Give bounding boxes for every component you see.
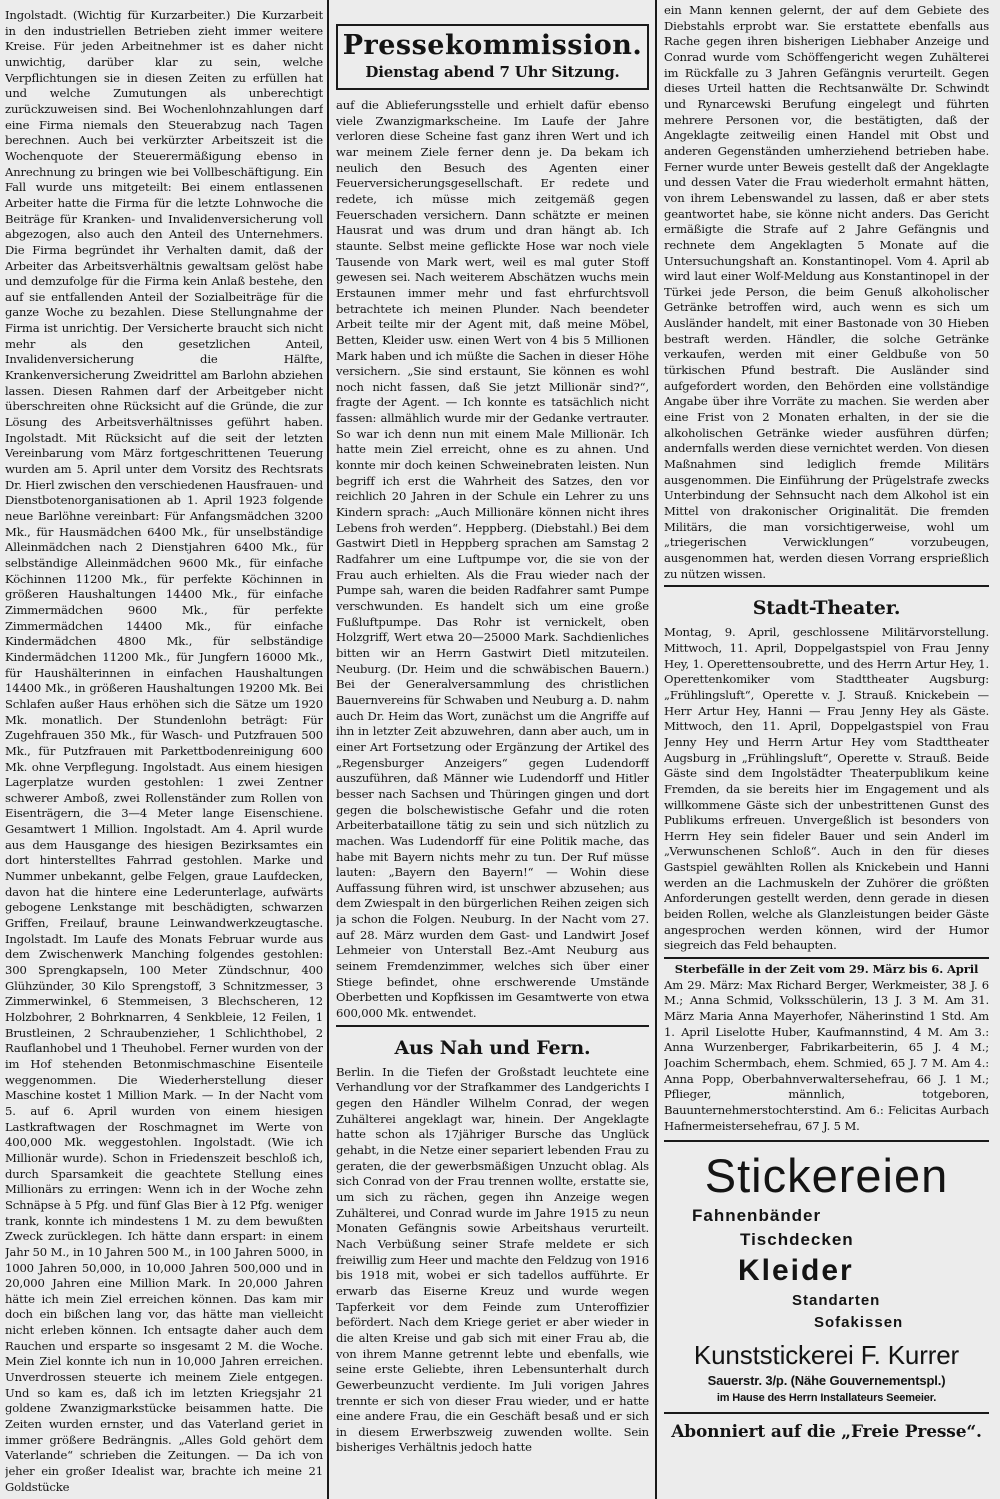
stickereien-advertisement bbox=[664, 1140, 989, 1444]
theater-divider bbox=[664, 585, 989, 587]
column-2 bbox=[336, 8, 649, 1499]
theater-title: Stadt-Theater. bbox=[752, 597, 901, 620]
ad-house-note: im Hause des Herrn Installateurs Seemeier. bbox=[716, 1392, 937, 1405]
column-1 bbox=[5, 8, 323, 1499]
pressekommission-notice bbox=[336, 24, 649, 90]
ad-line-3: Kleider bbox=[738, 1254, 854, 1288]
theater-text: Montag, 9. April, geschlossene Militärvorstellung. Mittwoch, 11. April, Doppelgastspiel von Frau Jenny Hey, 1. Operettensoubrette, und des Herrn Artur Hey, 1. Operettenkomiker vom Stadttheater Augsburg: „Frühlingsluft“, Operette v. J. Strauß. Knickebein — Herr Artur Hey, Hanni — Frau Jenny Hey als Gäste. Mittwoch, den 11. April, Doppelgastspiel von Frau Jenny Hey und Herrn Artur Hey vom Stadttheater Augsburg in „Frühlingsluft“, Operette v. Strauß. Beide Gäste sind dem Ingolstädter Theaterpublikum keine Fremden, da sie bereits hier im Engagement und als willkommene Gäste sich der unbestrittenen Gunst des Publikums erfreuen. Unvergeßlich ist besonders von Herrn Hey sein fideler Bauer und sein Anderl im „Verwunschenen Schloß“. Auch in den für dieses Gastspiel gewählten Rollen als Knickebein und Hanni werden an die Lachmuskeln der Zuhörer die größten Anforderungen gestellt werden, denn gerade in diesen beiden Rollen, welche als Glanzleistungen beider Gäste angesprochen werden können, wird der Humor siegreich das Feld behaupten. bbox=[664, 625, 989, 953]
subscribe-notice: Abonniert auf die „Freie Presse“. bbox=[664, 1412, 989, 1444]
column-rule-right bbox=[655, 0, 657, 1499]
ad-line-5: Sofakissen bbox=[814, 1314, 904, 1332]
column-3 bbox=[664, 3, 989, 1499]
ad-firm-name: Kunststickerei F. Kurrer bbox=[693, 1340, 960, 1371]
ad-line-1: Fahnenbänder bbox=[692, 1206, 822, 1226]
section-title-aus-nah-und-fern: Aus Nah und Fern. bbox=[394, 1036, 591, 1059]
sterbe-title: Sterbefälle in der Zeit vom 29. März bis 6. April bbox=[674, 962, 979, 977]
sterbe-text: Am 29. März: Max Richard Berger, Werkmeister, 38 J. 6 M.; Anna Schmid, Volksschülerin, 13 J. 3 M. Am 31. März Maria Anna Mayerhofer, Näherinstind 1 Std. Am 1. April Liselotte Huber, Kaufmannstind, 4 M. Am 3.: Anna Wurzenberger, Fabrikarbeiterin, 65 J. 4 M.; Joachim Schermbach, ehem. Schmied, 65 J. 7 M. Am 4.: Anna Popp, Oberbahnverwaltersehefrau, 66 J. 1 M.; Pflieger, männlich, totgeboren, Bauunternehmerstochterstind. Am 6.: Felicitas Aurbach Hafnermeistersehefrau, 67 J. 5 M. bbox=[664, 977, 989, 1133]
column-3-text-a: ein Mann kennen gelernt, der auf dem Gebiete des Diebstahls erprobt war. Sie erstattete ebenfalls aus Rache gegen ihren bisherigen Liebhaber Anzeige und Conrad wurde vom Schöffengericht wegen Zuhälterei im Rückfalle zu 3 Jahren Gefängnis verurteilt. Gegen dieses Urteil hatten die Rechtsanwälte Dr. Schwindt und Rynarcewski Berufung eingelegt und führten mehrere Personen vor, die bestätigten, daß der Angeklagte zeitweilig einen Handel mit Obst und anderen Gegenständen umherziehend betrieben habe. Ferner wurde unter Beweis gestellt daß der Angeklagte und dessen Vater die Frau wiederholt ermahnt hätten, von ihrem Lebenswandel zu lassen, daß er aber stets geantwortet habe, sie könne nicht anders. Das Gericht ermäßigte die Strafe auf 2 Jahre Gefängnis und rechnete dem Angeklagten 5 Monate auf die Untersuchungshaft an. Konstantinopel. Vom 4. April ab wird laut einer Wolf-Meldung aus Konstantinopel in der Türkei jede Person, die beim Genuß alkoholischer Getränke betroffen wird, auch wenn es sich um Ausländer handelt, mit einer Bastonade von 30 Hieben bestraft werden. Händler, die solche Getränke verkaufen, werden mit einer Geldbuße von 50 türkischen Pfund bestraft. Die Ausländer sind aufgefordert worden, den Behörden eine vollständige Angabe über ihre Vorräte zu machen. Sie werden aber eine Frist von 2 Monaten erhalten, in der sie die alkoholischen Getränke wieder ausführen dürfen; andernfalls werden diese vernichtet werden. Von diesen Maßnahmen sind lediglich fremde Militärs ausgenommen. Die Einführung der Prügelstrafe zwecks Unterbindung der Sehnsucht nach dem Alkohol ist ein Mittel von drakonischer Originalität. Die fremden Militärs, die man vorsichtigerweise, wohl um „triegerischen Verwicklungen“ vorzubeugen, ausgenommen hat, werden diesen Vorrang ersprießlich zu nützen wissen. bbox=[664, 3, 989, 581]
section-divider bbox=[336, 1025, 649, 1027]
sterbe-divider bbox=[664, 957, 989, 959]
notice-title: Pressekommission. bbox=[342, 30, 643, 61]
notice-subtitle: Dienstag abend 7 Uhr Sitzung. bbox=[365, 63, 620, 81]
column-2-text-a: auf die Ablieferungsstelle und erhielt dafür ebenso viele Zwanzigmarkscheine. Im Laufe der Jahre verloren diese Scheine fast ganz ihren Wert und ich war meinem Ziele ferner denn je. Da bekam ich neulich den Besuch des Agenten einer Feuerversicherungsgesellschaft. Er redete und redete, ich müsse mich zeitgemäß gegen Feuerschaden versichern. Dann schätzte er meinen Hausrat und was drum und dran hängt ab. Ich staunte. Selbst meine geflickte Hose war noch viele Tausende von Mark wert, weil es mal guter Stoff gewesen sei. Nach weiterem Abschätzen wuchs mein Erstaunen immer mehr und fast ehrfurchtsvoll betrachtete ich meinen Plunder. Nach beendeter Arbeit teilte mir der Agent mit, daß meine Möbel, Betten, Kleider usw. einen Wert von 4 bis 5 Millionen Mark haben und ich müßte die Sachen in dieser Höhe versichern. „Sie sind erstaunt, Sie können es wohl noch nicht fassen, daß Sie jetzt Millionär sind?“, fragte der Agent. — Ich konnte es tatsächlich nicht fassen: allmählich wurde mir der Gedanke vertrauter. So war ich denn nun mit einem Male Millionär. Ich hatte mein Ziel erreicht, ohne es zu ahnen. Und konnte mir doch keinen Schweinebraten leisten. Nun begriff ich erst die Wahrheit des Satzes, den vor reichlich 20 Jahren in der Schule ein Lehrer zu uns Kindern sprach: „Auch Millionäre können nicht ihres Lebens froh werden“. Heppberg. (Diebstahl.) Bei dem Gastwirt Dietl in Heppberg sprachen am Samstag 2 Radfahrer um eine Luftpumpe vor, die sie von der Frau auch erhielten. Als die Frau wieder nach der Pumpe sah, waren die beiden Radfahrer samt Pumpe verschwunden. Es handelt sich um eine große Fußluftpumpe. Das Rohr ist vernickelt, oben Holzgriff, Wert etwa 20—25000 Mark. Sachdienliches bitten wir an Herrn Gastwirt Dietl mitzuteilen. Neuburg. (Dr. Heim und die schwäbischen Bauern.) Bei der Generalversammlung des christlichen Bauernvereins für Schwaben und Neuburg a. D. nahm auch Dr. Heim das Wort, zunächst um die Angriffe auf ihn in letzter Zeit abzuwehren, dann aber auch, um in einer Art Fortsetzung oder Ergänzung der Artikel des „Regensburger Anzeigers“ gegen Ludendorff auszuführen, daß Männer wie Ludendorff und Hitler besser nach Sachsen und Thüringen gingen und dort gegen die bolschewistische Gefahr und die roten Arbeiterbataillone tätig zu sein und sich nützlich zu machen. Was Ludendorff für eine Politik mache, das habe mit Bayern nichts mehr zu tun. Der Ruf müsse lauten: „Bayern den Bayern!“ — Wohin diese Auffassung führen wird, ist unschwer abzusehen; aus dem Zwiespalt in den bürgerlichen Reihen zeigen sich ja schon die Folgen. Neuburg. In der Nacht vom 27. auf 28. März wurden dem Gast- und Landwirt Josef Lehmeier von Unterstall Bez.-Amt Neuburg aus seinem Fremdenzimmer, welches sich über einer Stiege befindet, ohne erschwerende Umstände Oberbetten und Kopfkissen im Gesamtwerte von etwa 600,000 Mk. entwendet. bbox=[336, 98, 649, 1021]
column-1-text: Ingolstadt. (Wichtig für Kurzarbeiter.) Die Kurzarbeit in den industriellen Betrieben zieht immer weitere Kreise. Für jeden Arbeitnehmer ist es daher nicht unwichtig, darüber klar zu sein, welche Verpflichtungen sie in diesen Zeiten zu erfüllen hat und welche Zumutungen als unberechtigt zurückzuweisen sind. Bei Wochenlohnzahlungen darf eine Firma niemals den Steuerabzug nach Tagen berechnen. Auch bei verkürzter Arbeitszeit ist die Wochenquote der Steuerermäßigung ebenso in Anrechnung zu bringen wie bei Vollbeschäftigung. Ein Fall wurde uns mitgeteilt: Bei einem entlassenen Arbeiter hatte die Firma für die letzte Lohnwoche die Beiträge für Kranken- und Invalidenversicherung voll abgezogen, also auch den Anteil des Unternehmers. Die Firma begründet ihr Verhalten damit, daß der Arbeiter das Arbeitsverhältnis gewaltsam gelöst habe und demzufolge für die Firma kein Anlaß bestehe, den auf sie entfallenden Anteil der Sozialbeiträge für die ganze Woche zu bezahlen. Diese Stellungnahme der Firma ist unrichtig. Der Versicherte braucht sich nicht mehr als den gesetzlichen Anteil, Invalidenversicherung die Hälfte, Krankenversicherung Zweidrittel am Barlohn abziehen lassen. Diesen Rahmen darf der Arbeitgeber nicht überschreiten ohne Rücksicht auf die Gründe, die zur Lösung des Arbeitsverhältnisses geführt haben. Ingolstadt. Mit Rücksicht auf die seit der letzten Vereinbarung vom März fortgeschrittenen Teuerung wurden am 5. April unter dem Vorsitz des Rechtsrats Dr. Hierl zwischen den verschiedenen Hausfrauen- und Dienstbotenorganisationen ab 1. April 1923 folgende neue Barlöhne vereinbart: Für Anfangsmädchen 3200 Mk., für Hausmädchen 6400 Mk., für unselbständige Alleinmädchen nach 2 Dienstjahren 6400 Mk., für selbständige Alleinmädchen 9600 Mk., für einfache Köchinnen 11200 Mk., für perfekte Köchinnen in größeren Haushaltungen 14400 Mk., für einfache Zimmermädchen 9600 Mk., für perfekte Zimmermädchen 14400 Mk., für einfache Kindermädchen 4800 Mk., für selbständige Kindermädchen 11200 Mk., für Jungfern 16000 Mk., für Haushälterinnen in einfachen Haushaltungen 14400 Mk., in größeren Haushaltungen 19200 Mk. Bei Schlafen außer Haus erhöhen sich die Sätze um 1920 Mk. monatlich. Der Stundenlohn beträgt: Für Zugehfrauen 350 Mk., für Wasch- und Putzfrauen 500 Mk., für Putzfrauen mit Parkettbodenreinigung 600 Mk. ohne Verpflegung. Ingolstadt. Aus einem hiesigen Lagerplatze wurden gestohlen: 1 zwei Zentner schwerer Amboß, zwei Rollenständer zum Rollen von Eisenträgern, die 3—4 Meter lange Eisenschiene. Gesamtwert 1 Million. Ingolstadt. Am 4. April wurde aus dem Hausgange des hiesigen Bezirksamtes ein dort hinterstelltes Fahrrad gestohlen. Marke und Nummer unbekannt, gelbe Felgen, graue Laufdecken, davon hat die hintere eine Lederunterlage, aufwärts gebogene Lenkstange mit beschädigten, schwarzen Griffen, Freilauf, braune Leinwandwerkzeugtasche. Ingolstadt. Im Laufe des Monats Februar wurde aus dem Zwischenwerk Manching folgendes gestohlen: 300 Sprengkapseln, 100 Meter Zündschnur, 400 Glühzünder, 30 Kilo Sprengstoff, 3 Schnitzmesser, 3 Zimmerwinkel, 6 Stemmeisen, 3 Blechscheren, 12 Holzbohrer, 2 Bohrknarren, 4 Senkbleie, 12 Feilen, 1 Brustleinen, 2 Schraubenzieher, 1 Schlichthobel, 2 Rauflanhobel und 1 Theuhobel. Ferner wurden von der im Hof stehenden Betonmischmaschine Eisenteile weggenommen. Die Wiederherstellung dieser Maschine kostet 1 Million Mark. — In der Nacht vom 5. auf 6. April wurden von einem hiesigen Lastkraftwagen der Roschmagnet im Werte von 400,000 Mk. weggestohlen. Ingolstadt. (Wie ich Millionär wurde). Schon in Friedenszeit beschloß ich, durch Sparsamkeit die geachtete Stellung eines Millionärs zu erringen: Wenn ich in der Woche zehn Schnäpse à 5 Pfg. und fünf Glas Bier à 12 Pfg. weniger trank, konnte ich mindestens 1 M. zu dem bewußten Zweck zurücklegen. Ich hätte dann erspart: in einem Jahr 50 M., in 10 Jahren 500 M., in 100 Jahren 5000, in 1000 Jahren 50,000, in 10,000 Jahren 500,000 und in 20,000 Jahren eine Million Mark. In 20,000 Jahren hätte ich mein Ziel erreichen können. Das kam mir doch ein bißchen lang vor, das hätte man vielleicht nicht erleben können. Ich entsagte daher auch dem Rauchen und ersparte so insgesamt 2 M. die Woche. Mein Ziel konnte ich nun in 10,000 Jahren erreichen. Unverdrossen steuerte ich meinem Ziele entgegen. Und so kam es, daß ich im letzten Kriegsjahr 21 goldene Zwanzigmarkstücke beisammen hatte. Die Zeiten wurden ernster, und das Vaterland geriet in immer größere Bedrängnis. „Alles Gold gehört dem Vaterlande“ schrieben die Zeitungen. — Da ich von jeher ein großer Idealist war, brachte ich meine 21 Goldstücke bbox=[5, 8, 323, 1494]
ad-line-4: Standarten bbox=[792, 1292, 881, 1310]
ad-address: Sauerstr. 3/p. (Nähe Gouvernementspl.) bbox=[707, 1373, 946, 1389]
ad-headline: Stickereien bbox=[704, 1149, 949, 1203]
ad-line-2: Tischdecken bbox=[740, 1230, 854, 1250]
column-rule-left bbox=[327, 0, 329, 1499]
column-2-text-b: Berlin. In die Tiefen der Großstadt leuchtete eine Verhandlung vor der Strafkammer des Landgerichts I gegen den Händler Wilhelm Conrad, der wegen Zuhälterei angeklagt war, hinein. Der Angeklagte hatte schon als 17jähriger Bursche das Unglück gehabt, in die Netze einer separiert lebenden Frau zu geraten, die der gewerbsmäßigen Unzucht oblag. Als sich Conrad von der Frau trennen wollte, erstatte sie, um sich zu rächen, gegen ihn Anzeige wegen Zuhälterei, und Conrad wurde im Jahre 1915 zu neun Monaten Gefängnis sowie Arbeitshaus verurteilt. Nach Verbüßung seiner Strafe meldete er sich freiwillig zum Heer und machte den Feldzug von 1916 bis 1918 mit, wobei er sich tadellos aufführte. Er erwarb das Eiserne Kreuz und wurde wegen Tapferkeit vor dem Feinde zum Unteroffizier befördert. Nach dem Kriege geriet er aber wieder in die alten Kreise und gab sich mit einer Frau ab, die von ihrem Manne getrennt lebte und ebenfalls, wie seine erste Geliebte, ihren Lebensunterhalt durch Gewerbeunzucht verdiente. Im Juli vorigen Jahres trennte er sich von dieser Frau wieder, und er hatte eine andere Frau, die ein Geschäft besaß und er sich in diesem Erwerbszweig zuwenden wollte. Sein bisheriges Verhältnis jedoch hatte bbox=[336, 1064, 649, 1455]
